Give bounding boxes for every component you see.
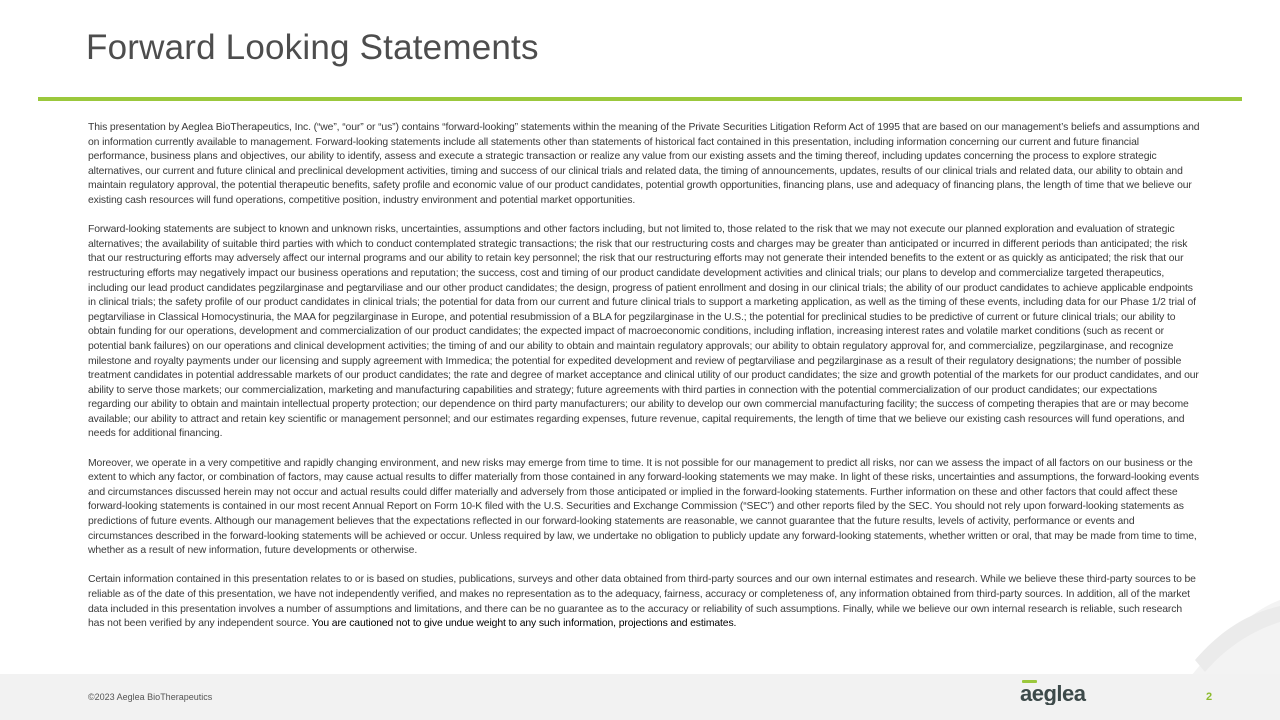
paragraph-risks: Forward-looking statements are subject to known and unknown risks, uncertainties, assumptions and other factors including, but not limited to, those related to the risk that we may not execute our planned exploration and evaluation of strategic alternatives; the availability of suitable third parties with which to conduct contemplated strategic transactions; the risk that our restructuring costs and charges may be greater than anticipated or incurred in different periods than anticipated; the risk that our restructuring efforts may adversely affect our internal programs and our ability to retain key personnel; the risk that our restructuring efforts may not generate their intended benefits to the extent or as quickly as anticipated; the risk that our restructuring efforts may negatively impact our business operations and reputation; the success, cost and timing of our product candidate development activities and clinical trials; our plans to develop and commercialize targeted therapeutics, including our lead product candidates pegzilarginase and pegtarviliase and our other product candidates; the design, progress of patient enrollment and dosing in our clinical trials; the ability of our product candidates to achieve applicable endpoints in clinical trials; the safety profile of our product candidates in clinical trials; the potential for data from our current and future clinical trials to support a marketing application, as well as the timing of these events, including data for our Phase 1/2 trial of pegtarviliase in Classical Homocystinuria, the MAA for pegzilarginase in Europe, and potential resubmission of a BLA for pegzilarginase in the U.S.; the potential for preclinical studies to be predictive of current or future clinical trials; our ability to obtain funding for our operations, development and commercialization of our product candidates; the expected impact of macroeconomic conditions, including inflation, increasing interest rates and volatile market conditions (such as recent or potential bank failures) on our operations and clinical development activities; the timing of and our ability to obtain and maintain regulatory approvals; our ability to obtain regulatory approval for, and commercialize, pegzilarginase, and recognize milestone and royalty payments under our licensing and supply agreement with Immedica; the potential for expedited development and review of pegtarviliase and pegzilarginase as a result of their regulatory designations; the number of possible treatment candidates in potential addressable markets of our product candidates; the rate and degree of market acceptance and clinical utility of our product candidates; the size and growth potential of the markets for our product candidates, and our ability to serve those markets; our commercialization, marketing and manufacturing capabilities and strategy; future agreements with third parties in connection with the potential commercialization of our product candidates; our expectations regarding our ability to obtain and maintain intellectual property protection; our dependence on third party manufacturers; our ability to develop our own commercial manufacturing facility; the success of competing therapies that are or may become available; our ability to attract and retain key scientific or management personnel; and our estimates regarding expenses, future revenue, capital requirements, the length of time that we believe our existing cash resources will fund operations, and needs for additional financing. (88, 224, 1199, 440)
page-number: 2 (1206, 691, 1213, 703)
paragraph-intro: This presentation by Aeglea BioTherapeutics, Inc. (“we”, “our” or “us”) contains “forward-looking” statements within the meaning of the Private Securities Litigation Reform Act of 1995 that are based on our management’s beliefs and assumptions and on information currently available to management. Forward-looking statements include all statements other than statements of historical fact contained in this presentation, including information concerning our current and future financial performance, business plans and objectives, our ability to identify, assess and execute a strategic transaction or realize any value from our existing assets and the timing thereof, including updates concerning the process to explore strategic alternatives, our current and future clinical and preclinical development activities, timing and success of our clinical trials and related data, the timing of announcements, updates, results of our clinical trials and related data, our ability to obtain and maintain regulatory approval, the potential therapeutic benefits, safety profile and economic value of our product candidates, potential growth opportunities, financing plans, use and adequacy of financing plans, the length of time that we believe our existing cash resources will fund operations, competitive position, industry environment and potential market opportunities. (88, 122, 1200, 206)
statement-body (88, 121, 1200, 632)
logo-wordmark: aeglea (1020, 681, 1086, 705)
aeglea-logo (1020, 679, 1110, 705)
paragraph-third-party (88, 573, 1200, 631)
third-party-text: Certain information contained in this presentation relates to or is based on studies, publications, surveys and other data obtained from third-party sources and our own internal estimates and research. While we believe these third-party sources to be reliable as of the date of this presentation, we have not independently verified, and makes no representation as to the adequacy, fairness, accuracy or completeness of, any information obtained from third-party sources. In addition, all of the market data included in this presentation involves a number of assumptions and limitations, and there can be no guarantee as to the accuracy or reliability of such assumptions. Finally, while we believe our own internal research is reliable, such research has not been verified by any independent source. (88, 574, 1196, 630)
closing-emphasis: You are cautioned not to give undue weight to any such information, projections and estimates. (311, 618, 737, 630)
paragraph-environment: Moreover, we operate in a very competitive and rapidly changing environment, and new risks may emerge from time to time. It is not possible for our management to predict all risks, nor can we assess the impact of all factors on our business or the extent to which any factor, or combination of factors, may cause actual results to differ materially from those contained in any forward-looking statements we may make. In light of these risks, uncertainties and assumptions, the forward-looking events and circumstances discussed herein may not occur and actual results could differ materially and adversely from those anticipated or implied in the forward-looking statements. Further information on these and other factors that could affect these forward-looking statements is contained in our most recent Annual Report on Form 10-K filed with the U.S. Securities and Exchange Commission (“SEC”) and other reports filed by the SEC. You should not rely upon forward-looking statements as predictions of future events. Although our management believes that the expectations reflected in our forward-looking statements are reasonable, we cannot guarantee that the future results, levels of activity, performance or events and circumstances described in the forward-looking statements will be achieved or occur. Unless required by law, we undertake no obligation to publicly update any forward-looking statements, whether written or oral, that may be made from time to time, whether as a result of new information, future developments or otherwise. (88, 457, 1199, 557)
slide-title: Forward Looking Statements (86, 28, 539, 67)
title-divider (38, 97, 1242, 101)
copyright-text: ©2023 Aeglea BioTherapeutics (88, 692, 213, 702)
